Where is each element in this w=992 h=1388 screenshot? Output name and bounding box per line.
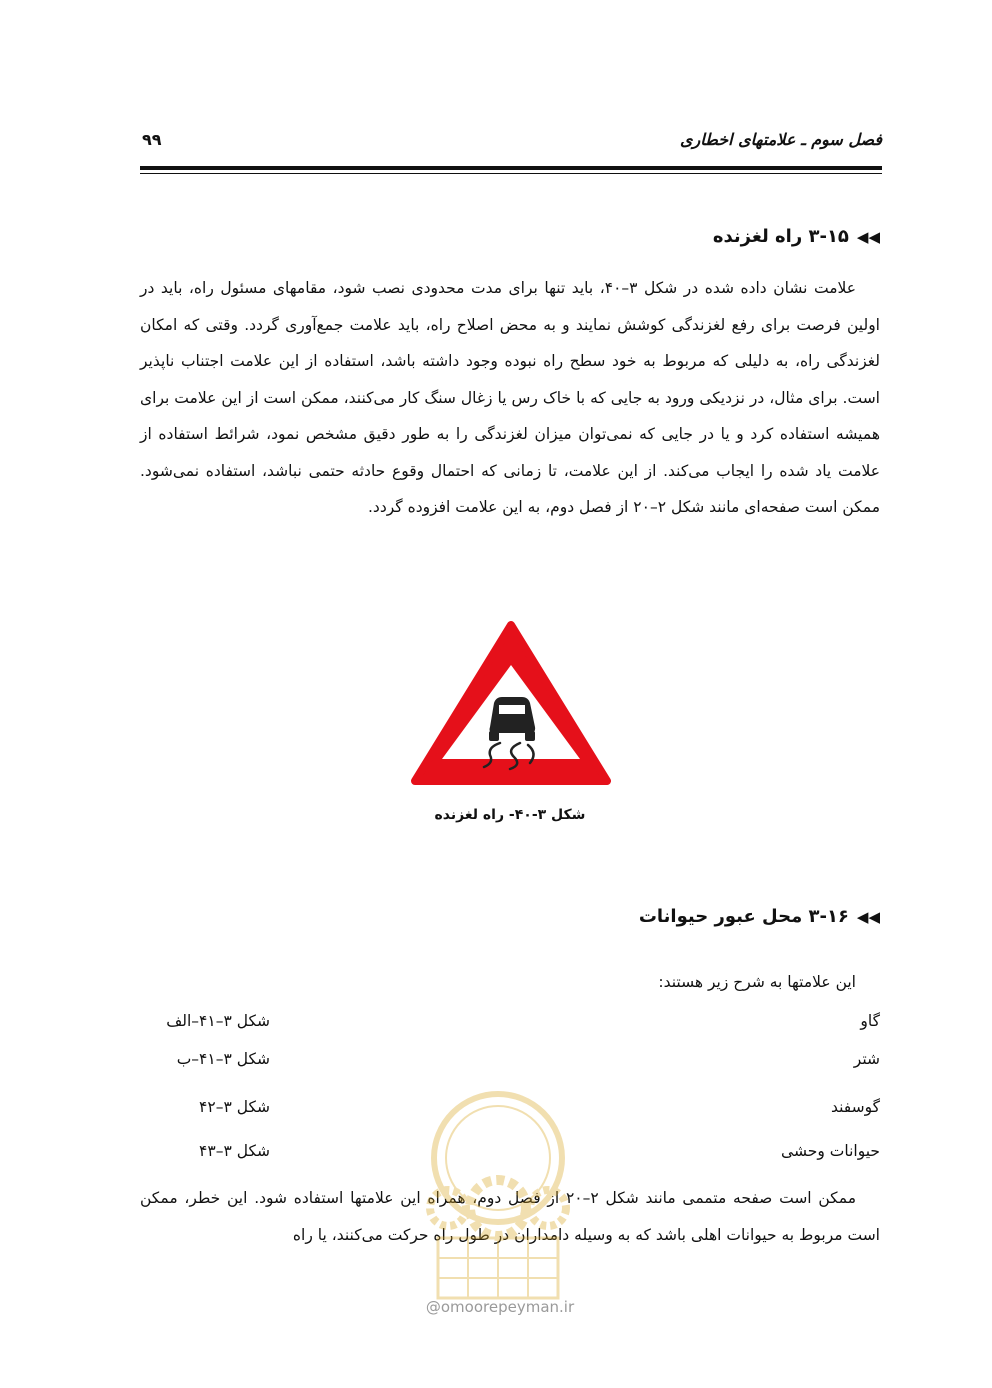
- double-arrow-icon: ◀◀: [856, 908, 880, 926]
- header-rule-thick: [140, 166, 882, 170]
- chapter-title: فصل سوم ـ علامتهای اخطاری: [679, 130, 882, 149]
- figure-caption: شکل ۳-۴۰- راه لغزنده: [434, 807, 586, 823]
- animal-name: حیوانات وحشی: [781, 1142, 880, 1160]
- figure-ref: شکل ۳–۴۳: [199, 1142, 270, 1160]
- figure-ref: شکل ۳–۴۱–ب: [176, 1050, 270, 1068]
- slippery-road-sign: [410, 619, 612, 789]
- watermark-url: @omoorepeyman.ir: [425, 1298, 575, 1316]
- figure-ref: شکل ۳–۴۱–الف: [166, 1012, 270, 1030]
- heading-text: ۳-۱۵ راه لغزنده: [712, 226, 849, 247]
- double-arrow-icon: ◀◀: [856, 228, 880, 246]
- page-number: ۹۹: [142, 130, 162, 149]
- paragraph-text: ممکن است صفحه متممی مانند شکل ۲–۲۰ از فصل دوم، همراه این علامتها استفاده شود. این خطر، ممکن است مربوط به حیوانات اهلی باشد که به وسیله دامداران در طول راه حرکت می‌کنند، یا راه: [140, 1189, 880, 1244]
- figure-ref: شکل ۳–۴۲: [199, 1098, 270, 1116]
- animal-name: گاو: [860, 1012, 880, 1030]
- intro-text: این علامتها به شرح زیر هستند:: [658, 973, 856, 991]
- animal-list-intro: [140, 964, 880, 1001]
- list-item: [140, 1012, 880, 1048]
- slippery-road-paragraph: [140, 270, 880, 526]
- heading-text: ۳-۱۶ محل عبور حیوانات: [638, 906, 849, 927]
- header-rule-thin: [140, 173, 882, 174]
- animal-name: گوسفند: [830, 1098, 880, 1116]
- list-item: [140, 1050, 880, 1086]
- watermark-logo: [388, 1088, 608, 1328]
- animal-name: شتر: [853, 1050, 880, 1068]
- section-heading-animal-crossing: [639, 906, 880, 927]
- paragraph-text: علامت نشان داده شده در شکل ۳–۴۰، باید تنها برای مدت محدودی نصب شود، مقامهای مسئول راه، باید در اولین فرصت برای رفع لغزندگی کوشش نمایند و به محض اصلاح راه، باید علامت جمع‌آوری گردد. وقتی که امکان لغزندگی راه، به دلیلی که مربوط به خود سطح راه نبوده وجود داشته باشد، استفاده از این علامت اجتناب ناپذیر است. برای مثال، در نزدیکی ورود به جایی که با خاک رس یا زغال سنگ کار می‌کنند، ممکن است از این علامت برای همیشه استفاده کرد و یا در جایی که نمی‌توان میزان لغزندگی را به طور دقیق مشخص نمود، شرائط استفاده از علامت یاد شده را ایجاب می‌کند. از این علامت، تا زمانی که احتمال وقوع حادثه حتمی نباشد، استفاده نمی‌شود. ممکن است صفحه‌ای مانند شکل ۲–۲۰ از فصل دوم، به این علامت افزوده گردد.: [140, 279, 880, 516]
- section-heading-slippery-road: [713, 226, 880, 247]
